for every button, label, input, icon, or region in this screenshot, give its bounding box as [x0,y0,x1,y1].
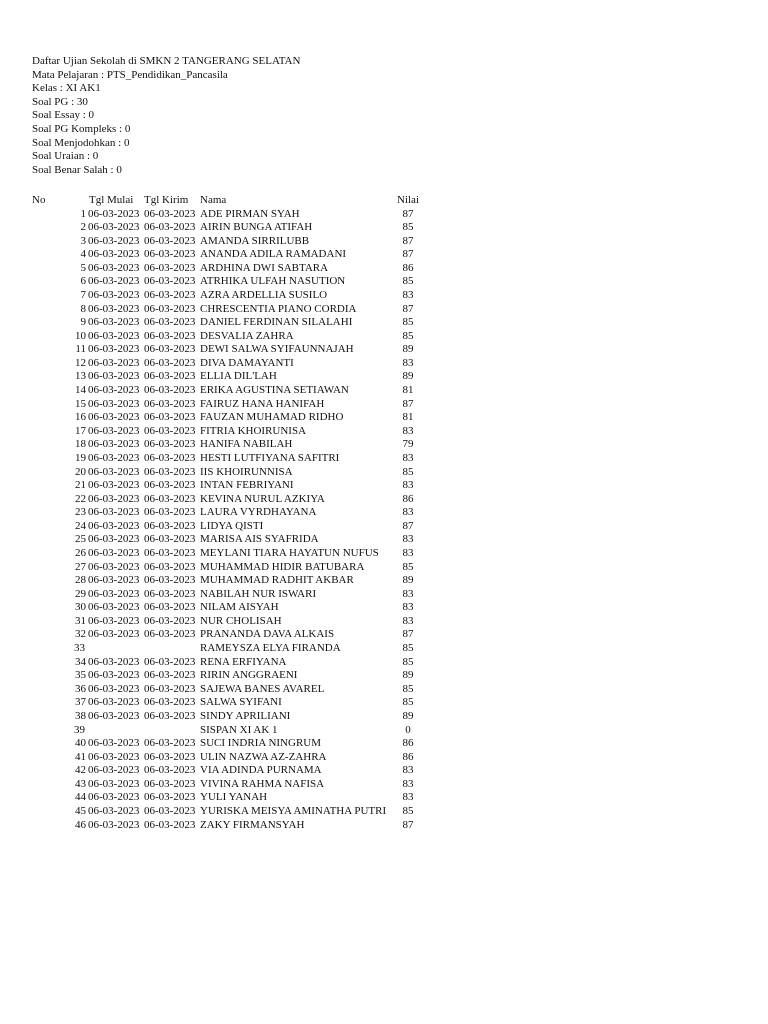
row-no: 1 [80,207,86,220]
row-tgl-kirim: 06-03-2023 [144,316,196,329]
row-tgl-kirim: 06-03-2023 [144,560,196,573]
row-tgl-kirim: 06-03-2023 [144,384,196,397]
row-no: 10 [75,329,86,342]
row-tgl-kirim: 06-03-2023 [144,356,196,369]
row-nilai: 85 [402,805,414,818]
row-nilai: 89 [402,574,414,587]
row-no: 28 [75,574,86,587]
row-nama: RENA ERFIYANA [200,655,287,668]
row-no: 15 [75,397,86,410]
row-tgl-kirim: 06-03-2023 [144,818,196,831]
row-no: 30 [75,601,86,614]
row-tgl-kirim: 06-03-2023 [144,737,196,750]
row-tgl-mulai: 06-03-2023 [88,791,140,804]
row-tgl-kirim: 06-03-2023 [144,805,196,818]
row-tgl-kirim: 06-03-2023 [144,451,196,464]
row-no: 2 [80,221,86,234]
header-line: Daftar Ujian Sekolah di SMKN 2 TANGERANG SELATAN [32,55,301,67]
row-no: 14 [75,384,86,397]
row-nama: ERIKA AGUSTINA SETIAWAN [200,384,349,397]
row-nama: SISPAN XI AK 1 [200,723,278,736]
row-tgl-mulai: 06-03-2023 [88,288,140,301]
row-nilai: 83 [402,764,414,777]
row-nilai: 85 [402,655,414,668]
row-tgl-kirim: 06-03-2023 [144,506,196,519]
row-tgl-mulai: 06-03-2023 [88,519,140,532]
row-nama: YURISKA MEISYA AMINATHA PUTRI [200,805,387,818]
row-no: 26 [75,547,86,559]
row-no: 27 [75,560,86,573]
row-no: 11 [75,343,86,356]
row-no: 23 [75,506,86,519]
row-nilai: 85 [402,560,414,573]
row-nilai: 85 [402,316,414,329]
row-nilai: 83 [402,601,414,614]
row-tgl-kirim: 06-03-2023 [144,492,196,505]
row-nilai: 86 [402,750,414,763]
row-tgl-mulai: 06-03-2023 [88,628,140,641]
row-no: 4 [80,248,86,261]
row-tgl-mulai: 06-03-2023 [88,234,140,247]
row-tgl-kirim: 06-03-2023 [144,587,196,600]
row-tgl-mulai: 06-03-2023 [88,737,140,750]
row-nilai: 85 [402,221,414,234]
row-tgl-mulai: 06-03-2023 [88,614,140,627]
row-tgl-mulai: 06-03-2023 [88,370,140,383]
row-tgl-mulai: 06-03-2023 [88,221,140,234]
row-no: 46 [75,818,86,831]
row-tgl-kirim: 06-03-2023 [144,696,196,709]
row-tgl-mulai: 06-03-2023 [88,533,140,546]
row-nama: AIRIN BUNGA ATIFAH [200,221,313,234]
row-tgl-mulai: 06-03-2023 [88,261,140,274]
row-no: 44 [75,791,86,804]
row-nilai: 83 [402,587,414,600]
row-nilai: 89 [402,669,414,682]
row-tgl-kirim: 06-03-2023 [144,709,196,722]
row-tgl-mulai: 06-03-2023 [88,343,140,356]
row-nilai: 86 [402,261,414,274]
row-no: 24 [75,519,86,532]
row-nilai: 83 [402,533,414,546]
row-nilai: 87 [402,207,414,220]
row-tgl-kirim: 06-03-2023 [144,574,196,587]
row-nilai: 83 [402,791,414,804]
column-header-tgl-kirim: Tgl Kirim [144,194,189,206]
row-tgl-kirim: 06-03-2023 [144,682,196,695]
row-nama: IIS KHOIRUNNISA [200,465,293,478]
row-nama: AMANDA SIRRILUBB [200,234,310,247]
header-line: Soal Essay : 0 [32,109,95,122]
row-nilai: 87 [402,234,414,247]
row-tgl-kirim: 06-03-2023 [144,288,196,301]
row-no: 36 [75,682,86,695]
row-nama: LIDYA QISTI [200,519,264,532]
row-nilai: 83 [402,451,414,464]
row-tgl-mulai: 06-03-2023 [88,424,140,437]
row-tgl-mulai: 06-03-2023 [88,547,140,559]
row-tgl-mulai: 06-03-2023 [88,479,140,492]
row-tgl-kirim: 06-03-2023 [144,424,196,437]
row-tgl-mulai: 06-03-2023 [88,275,140,288]
row-tgl-kirim: 06-03-2023 [144,234,196,247]
row-tgl-kirim: 06-03-2023 [144,519,196,532]
column-header-no: No [32,194,46,206]
row-nama: DEWI SALWA SYIFAUNNAJAH [200,343,354,356]
row-no: 13 [75,370,86,383]
row-nilai: 89 [402,370,414,383]
row-no: 8 [80,302,86,315]
row-no: 39 [74,723,85,736]
row-tgl-mulai: 06-03-2023 [88,411,140,424]
row-nama: DESVALIA ZAHRA [200,329,294,342]
row-tgl-kirim: 06-03-2023 [144,261,196,274]
row-nama: SAJEWA BANES AVAREL [200,682,325,695]
row-tgl-kirim: 06-03-2023 [144,547,196,559]
row-no: 42 [75,764,86,777]
row-tgl-kirim: 06-03-2023 [144,275,196,288]
row-tgl-mulai: 06-03-2023 [88,438,140,451]
row-tgl-kirim: 06-03-2023 [144,777,196,790]
row-nilai: 87 [402,397,414,410]
row-tgl-mulai: 06-03-2023 [88,560,140,573]
row-no: 32 [75,628,86,641]
row-tgl-kirim: 06-03-2023 [144,329,196,342]
row-nama: ANANDA ADILA RAMADANI [200,248,347,261]
row-nilai: 85 [402,465,414,478]
row-tgl-mulai: 06-03-2023 [88,655,140,668]
row-no: 5 [80,261,86,274]
row-tgl-mulai: 06-03-2023 [88,805,140,818]
header-line: Soal PG Kompleks : 0 [32,123,131,135]
row-no: 37 [75,696,86,709]
row-no: 20 [75,465,86,478]
row-no: 31 [75,614,86,627]
row-nama: HANIFA NABILAH [200,438,293,451]
row-tgl-kirim: 06-03-2023 [144,438,196,451]
row-no: 21 [75,479,86,492]
row-nilai: 81 [402,384,414,397]
row-nama: DANIEL FERDINAN SILALAHI [200,316,353,329]
row-tgl-kirim: 06-03-2023 [144,791,196,804]
row-nama: ZAKY FIRMANSYAH [200,818,305,831]
row-tgl-mulai: 06-03-2023 [88,451,140,464]
row-tgl-kirim: 06-03-2023 [144,750,196,763]
row-nilai: 87 [402,302,414,315]
row-nilai: 83 [402,479,414,492]
row-tgl-mulai: 06-03-2023 [88,574,140,587]
row-tgl-kirim: 06-03-2023 [144,533,196,546]
row-tgl-kirim: 06-03-2023 [144,628,196,641]
row-tgl-kirim: 06-03-2023 [144,302,196,315]
row-nama: RAMEYSZA ELYA FIRANDA [200,642,341,655]
row-no: 19 [75,451,86,464]
row-nama: CHRESCENTIA PIANO CORDIA [200,302,357,315]
row-tgl-kirim: 06-03-2023 [144,614,196,627]
row-nama: FAUZAN MUHAMAD RIDHO [200,411,344,424]
row-nilai: 79 [402,438,414,451]
row-no: 35 [75,669,86,682]
row-nama: FITRIA KHOIRUNISA [200,424,307,437]
row-nama: SALWA SYIFANI [200,696,282,709]
row-tgl-mulai: 06-03-2023 [88,316,140,329]
row-no: 40 [75,737,86,750]
row-no: 45 [75,805,86,818]
row-nilai: 83 [402,288,414,301]
row-tgl-mulai: 06-03-2023 [88,356,140,369]
row-no: 34 [75,655,86,668]
row-nama: NUR CHOLISAH [200,614,282,627]
row-tgl-mulai: 06-03-2023 [88,601,140,614]
row-nama: MEYLANI TIARA HAYATUN NUFUS [200,547,379,559]
row-nilai: 89 [402,343,414,356]
row-nilai: 86 [402,492,414,505]
row-tgl-mulai: 06-03-2023 [88,818,140,831]
row-tgl-mulai: 06-03-2023 [88,465,140,478]
row-no: 16 [75,411,86,424]
row-nama: KEVINA NURUL AZKIYA [200,492,325,505]
row-nama: NABILAH NUR ISWARI [200,587,317,600]
row-nama: INTAN FEBRIYANI [200,479,294,492]
row-nama: ULIN NAZWA AZ-ZAHRA [200,750,327,763]
row-nilai: 85 [402,682,414,695]
row-nama: MARISA AIS SYAFRIDA [200,533,319,546]
row-tgl-mulai: 06-03-2023 [88,764,140,777]
header-line: Soal Benar Salah : 0 [32,163,122,176]
header-line: Soal Uraian : 0 [32,150,99,163]
row-nama: VIA ADINDA PURNAMA [200,764,322,777]
row-tgl-kirim: 06-03-2023 [144,397,196,410]
row-tgl-kirim: 06-03-2023 [144,655,196,668]
row-nama: YULI YANAH [200,791,268,804]
row-nama: DIVA DAMAYANTI [200,356,294,369]
row-tgl-mulai: 06-03-2023 [88,696,140,709]
header-line: Kelas : XI AK1 [32,82,101,95]
row-tgl-kirim: 06-03-2023 [144,601,196,614]
row-nama: PRANANDA DAVA ALKAIS [200,628,335,641]
row-tgl-mulai: 06-03-2023 [88,384,140,397]
row-tgl-kirim: 06-03-2023 [144,370,196,383]
row-nama: RIRIN ANGGRAENI [200,669,298,682]
row-nilai: 83 [402,614,414,627]
row-nama: ELLIA DIL'LAH [200,370,277,383]
row-nama: VIVINA RAHMA NAFISA [200,777,325,790]
row-nilai: 83 [402,424,414,437]
row-tgl-mulai: 06-03-2023 [88,709,140,722]
row-no: 22 [75,492,86,505]
row-nama: MUHAMMAD RADHIT AKBAR [200,574,354,587]
row-no: 38 [75,709,86,722]
row-no: 18 [75,438,86,451]
row-no: 12 [75,356,86,369]
column-header-nilai: Nilai [397,194,419,206]
row-nilai: 89 [402,709,414,722]
row-nilai: 85 [402,642,414,655]
row-no: 29 [75,587,86,600]
row-tgl-mulai: 06-03-2023 [88,302,140,315]
row-tgl-kirim: 06-03-2023 [144,207,196,220]
row-nama: MUHAMMAD HIDIR BATUBARA [200,560,365,573]
row-no: 33 [74,642,85,655]
row-nama: ARDHINA DWI SABTARA [200,261,329,274]
row-no: 25 [75,533,86,546]
row-nilai: 83 [402,506,414,519]
row-nilai: 87 [402,519,414,532]
row-nilai: 83 [402,777,414,790]
header-line: Soal Menjodohkan : 0 [32,136,130,149]
row-nama: LAURA VYRDHAYANA [200,506,317,519]
row-tgl-mulai: 06-03-2023 [88,248,140,261]
row-nilai: 0 [405,723,411,736]
row-tgl-kirim: 06-03-2023 [144,764,196,777]
row-nilai: 83 [402,356,414,369]
row-nilai: 85 [402,329,414,342]
row-nilai: 85 [402,275,414,288]
row-tgl-mulai: 06-03-2023 [88,506,140,519]
row-nama: ADE PIRMAN SYAH [200,207,300,220]
row-tgl-kirim: 06-03-2023 [144,479,196,492]
row-tgl-mulai: 06-03-2023 [88,750,140,763]
row-nama: ATRHIKA ULFAH NASUTION [200,275,346,288]
header-line: Mata Pelajaran : PTS_Pendidikan_Pancasila [32,68,228,81]
row-no: 9 [80,316,86,329]
row-no: 41 [75,750,86,763]
row-no: 6 [80,275,86,288]
row-tgl-kirim: 06-03-2023 [144,669,196,682]
row-no: 3 [80,234,86,247]
row-tgl-kirim: 06-03-2023 [144,411,196,424]
row-nama: SINDY APRILIANI [200,709,291,722]
row-nilai: 87 [402,818,414,831]
row-nilai: 87 [402,248,414,261]
row-tgl-mulai: 06-03-2023 [88,492,140,505]
row-nama: FAIRUZ HANA HANIFAH [200,397,325,410]
row-nilai: 86 [402,737,414,750]
row-tgl-mulai: 06-03-2023 [88,669,140,682]
row-no: 17 [75,424,86,437]
row-tgl-mulai: 06-03-2023 [88,682,140,695]
row-tgl-kirim: 06-03-2023 [144,465,196,478]
row-nilai: 85 [402,696,414,709]
row-nama: SUCI INDRIA NINGRUM [200,737,322,750]
row-nama: NILAM AISYAH [200,601,279,614]
row-nilai: 83 [402,547,414,559]
row-nama: AZRA ARDELLIA SUSILO [200,288,328,301]
column-header-nama: Nama [200,194,227,206]
row-nama: HESTI LUTFIYANA SAFITRI [200,451,340,464]
row-tgl-mulai: 06-03-2023 [88,329,140,342]
row-tgl-mulai: 06-03-2023 [88,777,140,790]
column-header-tgl-mulai: Tgl Mulai [89,194,134,206]
header-line: Soal PG : 30 [32,95,88,108]
row-tgl-kirim: 06-03-2023 [144,343,196,356]
row-tgl-kirim: 06-03-2023 [144,221,196,234]
row-tgl-mulai: 06-03-2023 [88,397,140,410]
row-tgl-mulai: 06-03-2023 [88,207,140,220]
row-nilai: 81 [402,411,414,424]
row-no: 43 [75,777,86,790]
row-tgl-kirim: 06-03-2023 [144,248,196,261]
row-no: 7 [80,288,86,301]
row-tgl-mulai: 06-03-2023 [88,587,140,600]
row-nilai: 87 [402,628,414,641]
